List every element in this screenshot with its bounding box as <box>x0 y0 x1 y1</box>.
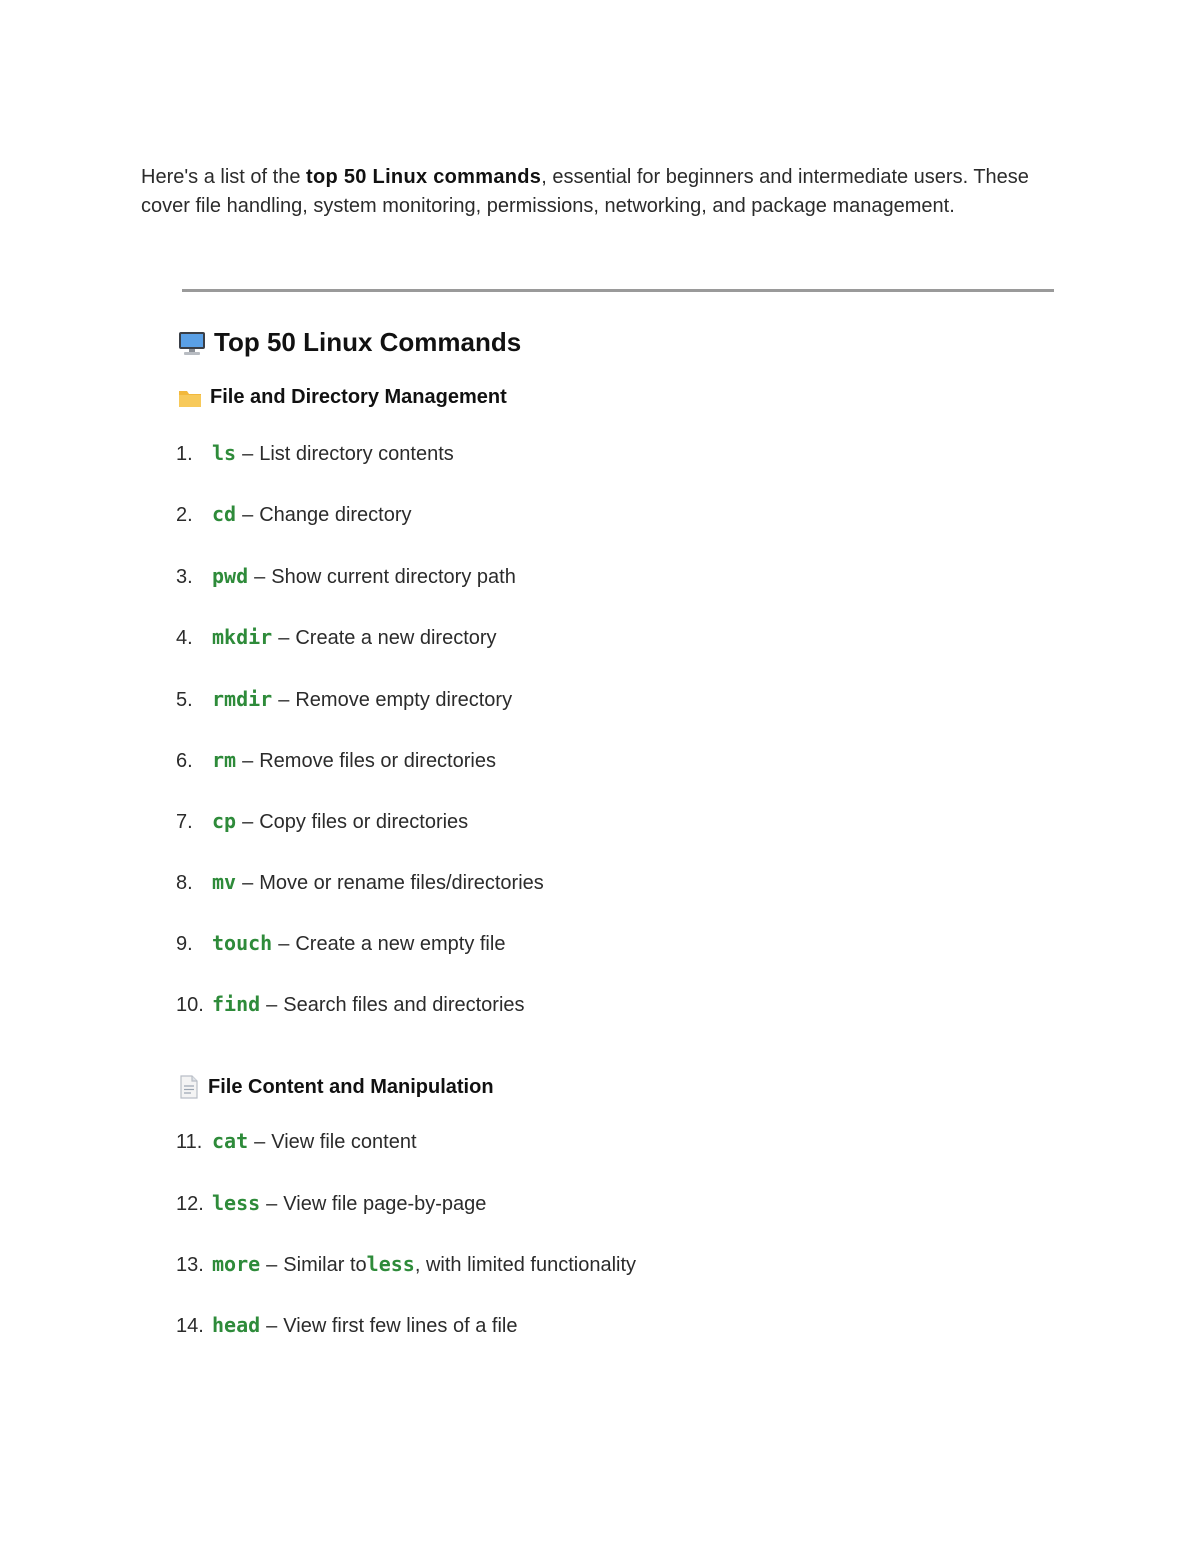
dash-separator: – <box>242 872 254 894</box>
item-description: Create a new empty file <box>295 933 506 955</box>
item-description: View file content <box>271 1131 417 1153</box>
document-icon <box>178 1075 200 1099</box>
command-name: touch <box>212 931 273 955</box>
command-name: less <box>212 1191 261 1215</box>
item-number: 4. <box>176 627 193 649</box>
list-item <box>176 1313 517 1338</box>
command-name: mv <box>212 870 237 894</box>
command-name: pwd <box>212 564 249 588</box>
item-number: 14. <box>176 1315 204 1337</box>
dash-separator: – <box>242 504 254 526</box>
item-number: 7. <box>176 811 193 833</box>
item-description: Remove empty directory <box>295 689 513 711</box>
item-description: View first few lines of a file <box>283 1315 518 1337</box>
inline-command: less <box>366 1252 415 1276</box>
item-number: 5. <box>176 689 193 711</box>
item-description: Change directory <box>259 504 412 526</box>
command-name: more <box>212 1252 261 1276</box>
list-item <box>176 748 496 773</box>
list-item <box>176 441 454 466</box>
command-name: ls <box>212 441 237 465</box>
list-item <box>176 1252 636 1277</box>
section-heading-text: File and Directory Management <box>210 386 507 408</box>
list-item <box>176 809 468 834</box>
item-number: 10. <box>176 994 204 1016</box>
intro-bold-text: top 50 Linux commands <box>306 166 542 188</box>
folder-icon <box>178 387 202 409</box>
list-item <box>176 687 512 712</box>
command-name: head <box>212 1313 261 1337</box>
intro-text-after: , essential for beginners and intermediate users. These cover file handling, system monitoring, permissions, networking, and package management. <box>141 166 1029 217</box>
page-title <box>178 327 521 358</box>
dash-separator: – <box>266 994 278 1016</box>
command-name: cat <box>212 1129 249 1153</box>
command-name: cd <box>212 502 237 526</box>
command-name: mkdir <box>212 625 273 649</box>
list-item <box>176 502 412 527</box>
dash-separator: – <box>278 689 290 711</box>
item-number: 6. <box>176 750 193 772</box>
item-number: 8. <box>176 872 193 894</box>
list-item <box>176 870 544 895</box>
list-item <box>176 931 505 956</box>
item-number: 2. <box>176 504 193 526</box>
section-heading-file-content <box>178 1075 494 1099</box>
dash-separator: – <box>266 1193 278 1215</box>
dash-separator: – <box>266 1254 278 1276</box>
command-name: cp <box>212 809 237 833</box>
dash-separator: – <box>242 750 254 772</box>
list-item <box>176 564 516 589</box>
section-heading-file-directory <box>178 386 507 409</box>
dash-separator: – <box>242 443 254 465</box>
item-description: Move or rename files/directories <box>259 872 544 894</box>
dash-separator: – <box>242 811 254 833</box>
list-item <box>176 1129 417 1154</box>
item-description-rest: , with limited functionality <box>414 1254 637 1276</box>
item-description: Similar to <box>283 1254 367 1276</box>
item-number: 9. <box>176 933 193 955</box>
command-name: find <box>212 992 261 1016</box>
dash-separator: – <box>266 1315 278 1337</box>
item-description: Create a new directory <box>295 627 497 649</box>
computer-icon <box>178 330 206 356</box>
command-name: rm <box>212 748 237 772</box>
dash-separator: – <box>278 933 290 955</box>
dash-separator: – <box>254 566 266 588</box>
dash-separator: – <box>254 1131 266 1153</box>
list-item <box>176 1191 486 1216</box>
item-number: 1. <box>176 443 193 465</box>
list-item <box>176 992 525 1017</box>
item-number: 3. <box>176 566 193 588</box>
item-description: Search files and directories <box>283 994 525 1016</box>
item-number: 11. <box>176 1131 203 1153</box>
item-description: Copy files or directories <box>259 811 469 833</box>
page-title-text: Top 50 Linux Commands <box>214 327 522 357</box>
item-description: List directory contents <box>259 443 454 465</box>
item-description: Remove files or directories <box>259 750 496 772</box>
section-heading-text: File Content and Manipulation <box>208 1075 494 1098</box>
intro-paragraph <box>141 163 1061 220</box>
command-name: rmdir <box>212 687 273 711</box>
item-description: View file page-by-page <box>283 1193 487 1215</box>
intro-text-before: Here's a list of the <box>141 166 306 188</box>
horizontal-divider <box>182 289 1054 292</box>
item-number: 13. <box>176 1254 204 1276</box>
item-description: Show current directory path <box>271 566 516 588</box>
item-number: 12. <box>176 1193 204 1215</box>
dash-separator: – <box>278 627 290 649</box>
list-item <box>176 625 497 650</box>
